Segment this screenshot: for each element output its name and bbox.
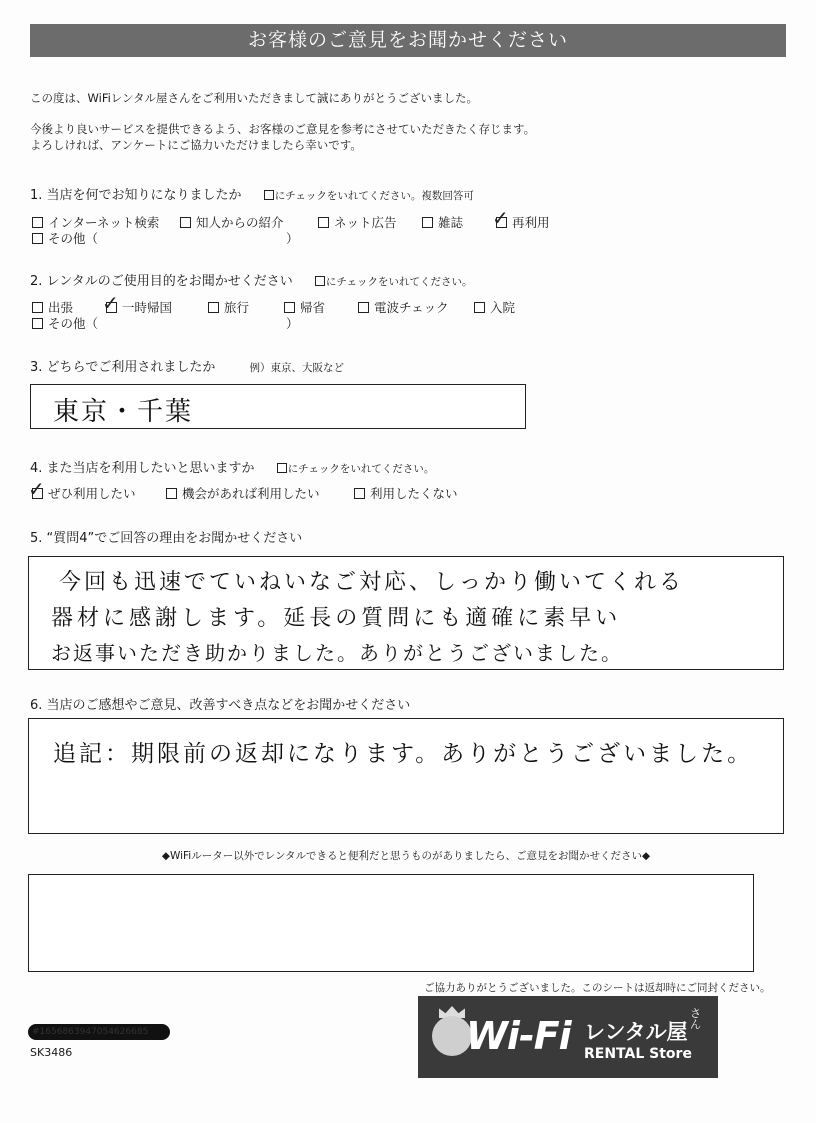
q1-option-referral[interactable] bbox=[180, 213, 284, 231]
q3-example: 例）東京、大阪など bbox=[249, 362, 345, 374]
checkbox-icon[interactable] bbox=[32, 302, 43, 313]
q1-other-close: ） bbox=[286, 231, 299, 246]
q2-other-close: ） bbox=[286, 316, 299, 331]
q2-option-signal-check[interactable] bbox=[358, 298, 449, 316]
logo-en: RENTAL Store bbox=[584, 1046, 692, 1062]
q2-option-hospital[interactable] bbox=[474, 298, 515, 316]
q1-note-text: にチェックをいれてください。複数回答可 bbox=[274, 190, 474, 202]
checkbox-icon bbox=[264, 190, 274, 200]
checkbox-icon bbox=[315, 276, 325, 286]
q2-note-text: にチェックをいれてください。 bbox=[325, 276, 473, 288]
checkbox-icon[interactable] bbox=[208, 302, 219, 313]
q3-label: 3. どちらでご利用されましたか bbox=[30, 360, 216, 375]
q2-option-label: 電波チェック bbox=[374, 300, 449, 315]
intro-line-3: よろしければ、アンケートにご協力いただけましたら幸いです。 bbox=[30, 138, 362, 152]
checkmark-icon: ✓ bbox=[492, 206, 509, 230]
serial-number: #1656863947054626685 bbox=[28, 1024, 170, 1040]
checkmark-icon: ✓ bbox=[102, 291, 119, 315]
q3-heading bbox=[30, 356, 344, 375]
q2-note bbox=[315, 276, 473, 288]
q4-option-maybe[interactable] bbox=[166, 484, 320, 502]
q1-option-label: 再利用 bbox=[512, 215, 550, 230]
q3-answer-box[interactable] bbox=[30, 384, 526, 429]
footer-code: SK3486 bbox=[30, 1046, 73, 1059]
q2-option-label: 一時帰国 bbox=[122, 300, 173, 315]
q2-option-other[interactable] bbox=[32, 314, 98, 332]
intro-line-2: 今後より良いサービスを提供できるよう、お客様のご意見を参考にさせていただきたく存じます。 bbox=[30, 122, 536, 136]
q5-answer-line-1: 今回も迅速でていねいなご対応、しっかり働いてくれる bbox=[59, 570, 685, 595]
q6-answer: 追記：期限前の返却になります。ありがとうございました。 bbox=[53, 741, 754, 767]
q2-option-label: 旅行 bbox=[224, 300, 250, 315]
checkbox-icon[interactable] bbox=[358, 302, 369, 313]
q2-label: 2. レンタルのご使用目的をお聞かせください bbox=[30, 274, 293, 289]
q1-option-label: ネット広告 bbox=[334, 215, 397, 230]
q1-option-label: インターネット検索 bbox=[48, 215, 160, 230]
checkmark-icon: ✓ bbox=[28, 477, 45, 501]
q5-label: 5. “質問4”でご回答の理由をお聞かせください bbox=[30, 531, 303, 546]
q1-option-netad[interactable] bbox=[318, 213, 397, 231]
checkbox-icon[interactable] bbox=[474, 302, 485, 313]
q1-note bbox=[264, 190, 474, 202]
checkbox-icon[interactable] bbox=[32, 217, 43, 228]
q4-option-label: 利用したくない bbox=[370, 486, 458, 501]
checkbox-icon[interactable] bbox=[318, 217, 329, 228]
checkbox-icon[interactable] bbox=[32, 318, 43, 329]
q4-option-label: ぜひ利用したい bbox=[48, 486, 136, 501]
q7-label: ◆WiFiルーター以外でレンタルできると便利だと思うものがありましたら、ご意見をお聞かせください◆ bbox=[161, 850, 651, 862]
checkbox-icon[interactable] bbox=[284, 302, 295, 313]
q4-option-definitely[interactable] bbox=[28, 477, 136, 502]
q7-answer-box[interactable] bbox=[28, 874, 754, 972]
q1-option-label: 知人からの紹介 bbox=[196, 215, 284, 230]
q2-option-homecoming[interactable] bbox=[102, 291, 173, 316]
logo-san: さん bbox=[690, 1007, 701, 1031]
intro-line-1: この度は、WiFiレンタル屋さんをご利用いただきまして誠にありがとうございました。 bbox=[30, 91, 479, 105]
q1-option-other[interactable] bbox=[32, 229, 98, 247]
checkbox-icon[interactable] bbox=[354, 488, 365, 499]
checkbox-icon[interactable] bbox=[180, 217, 191, 228]
q6-answer-box[interactable] bbox=[28, 718, 784, 834]
q2-option-label: 入院 bbox=[490, 300, 516, 315]
q2-option-label: 帰省 bbox=[300, 300, 326, 315]
logo-jp: レンタル屋 bbox=[584, 1020, 688, 1044]
q5-answer-line-2: 器材に感謝します。延長の質問にも適確に素早い bbox=[51, 606, 622, 631]
q1-option-magazine[interactable] bbox=[422, 213, 463, 231]
q2-heading bbox=[30, 270, 473, 289]
q3-answer: 東京・千葉 bbox=[53, 397, 194, 427]
q1-option-label: 雑誌 bbox=[438, 215, 464, 230]
checkbox-icon[interactable] bbox=[166, 488, 177, 499]
q4-note-text: にチェックをいれてください。 bbox=[287, 463, 435, 475]
q5-answer-line-3: お返事いただき助かりました。ありがとうございました。 bbox=[51, 641, 623, 665]
q4-heading bbox=[30, 457, 434, 476]
q2-option-label: 出張 bbox=[48, 300, 74, 315]
q4-label: 4. また当店を利用したいと思いますか bbox=[30, 461, 255, 476]
q1-heading bbox=[30, 184, 474, 203]
footer-thanks: ご協力ありがとうございました。このシートは返却時にご同封ください。 bbox=[424, 982, 771, 994]
q4-note bbox=[277, 463, 435, 475]
checkbox-icon[interactable] bbox=[32, 233, 43, 244]
q2-option-travel[interactable] bbox=[208, 298, 249, 316]
logo-wifi: Wi-Fi bbox=[466, 1014, 571, 1058]
q1-option-label: その他（ bbox=[48, 231, 99, 246]
q6-label: 6. 当店のご感想やご意見、改善すべき点などをお聞かせください bbox=[30, 698, 411, 713]
checkbox-icon[interactable] bbox=[422, 217, 433, 228]
q2-option-label: その他（ bbox=[48, 316, 99, 331]
q4-option-no[interactable] bbox=[354, 484, 458, 502]
q4-option-label: 機会があれば利用したい bbox=[182, 486, 320, 501]
q1-label: 1. 当店を何でお知りになりましたか bbox=[30, 188, 242, 203]
q5-answer-box[interactable] bbox=[28, 556, 784, 670]
brand-logo bbox=[418, 996, 718, 1078]
checkbox-icon bbox=[277, 463, 287, 473]
page-title: お客様のご意見をお聞かせください bbox=[30, 24, 786, 57]
q1-option-reuse[interactable] bbox=[492, 206, 550, 231]
